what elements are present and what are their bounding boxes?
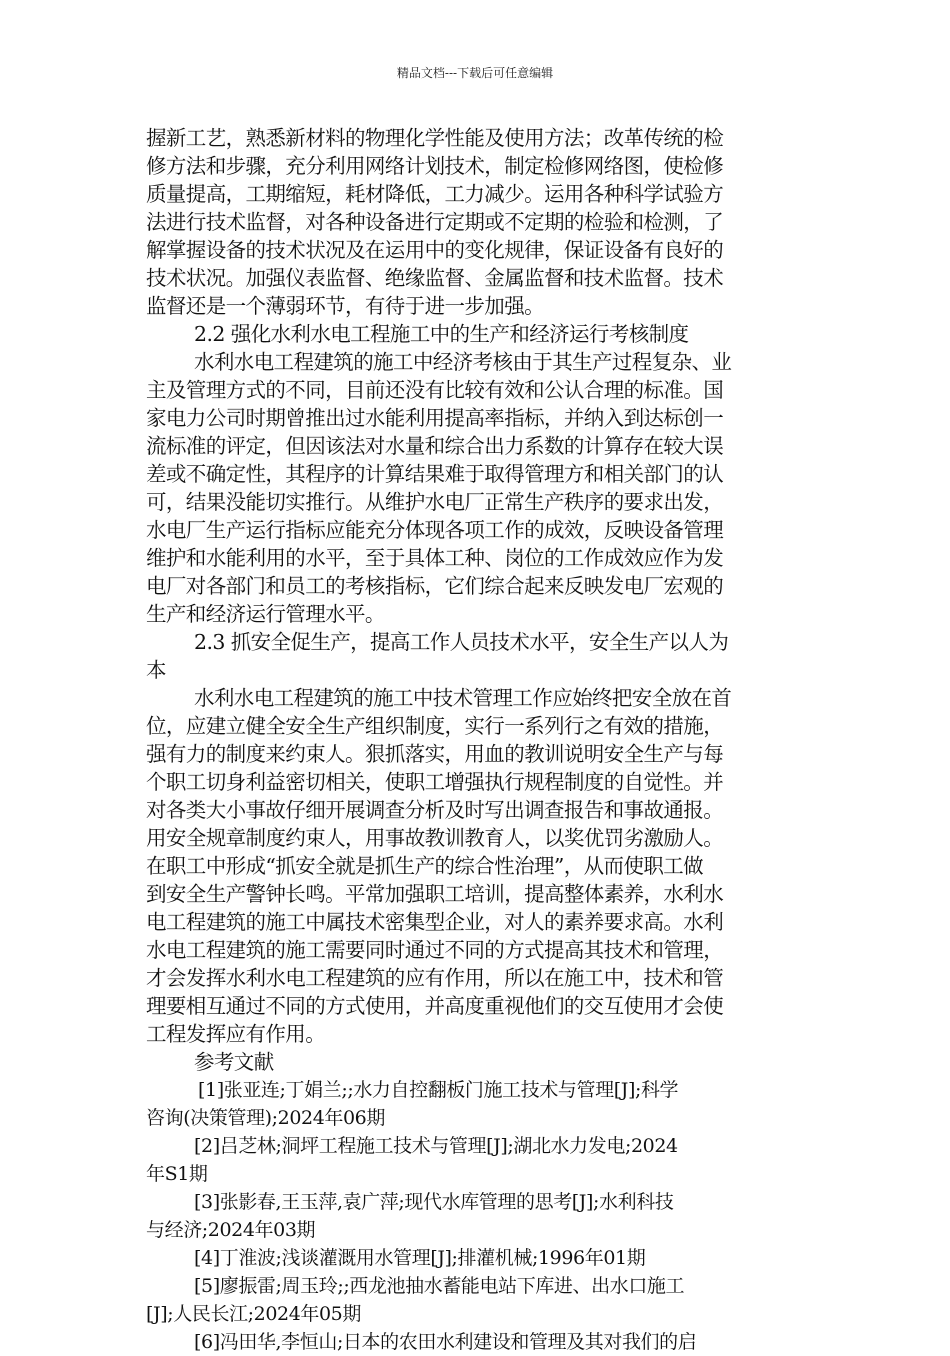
reference-line: [2]吕芝林;洞坪工程施工技术与管理[J];湖北水力发电;2024 xyxy=(194,1135,678,1157)
text-line: 才会发挥水利水电工程建筑的应有作用，所以在施工中，技术和管 xyxy=(146,966,724,990)
text-line: 在职工中形成“抓安全就是抓生产的综合性治理”，从而使职工做 xyxy=(146,854,704,878)
text-line: 监督还是一个薄弱环节，有待于进一步加强。 xyxy=(146,294,544,318)
text-line: 本 xyxy=(146,658,166,682)
text-line: 水利水电工程建筑的施工中技术管理工作应始终把安全放在首 xyxy=(194,686,732,710)
text-line: 家电力公司时期曾推出过水能利用提高率指标，并纳入到达标创一 xyxy=(146,406,724,430)
reference-line: 年S1期 xyxy=(146,1163,208,1185)
text-line: 理要相互通过不同的方式使用，并高度重视他们的交互使用才会使 xyxy=(146,994,724,1018)
text-line: 位，应建立健全安全生产组织制度，实行一系列行之有效的措施， xyxy=(146,714,724,738)
reference-line: [J];人民长江;2024年05期 xyxy=(146,1303,361,1325)
text-line: 生产和经济运行管理水平。 xyxy=(146,602,385,626)
text-line: 修方法和步骤，充分利用网络计划技术，制定检修网络图，使检修 xyxy=(146,154,724,178)
text-line: 流标准的评定，但因该法对水量和综合出力系数的计算存在较大误 xyxy=(146,434,724,458)
text-line: 水电厂生产运行指标应能充分体现各项工作的成效，反映设备管理 xyxy=(146,518,724,542)
text-line: 对各类大小事故仔细开展调查分析及时写出调查报告和事故通报。 xyxy=(146,798,724,822)
text-line: 握新工艺，熟悉新材料的物理化学性能及使用方法；改革传统的检 xyxy=(146,126,724,150)
text-line: 个职工切身利益密切相关，使职工增强执行规程制度的自觉性。并 xyxy=(146,770,724,794)
text-line: 维护和水能利用的水平，至于具体工种、岗位的工作成效应作为发 xyxy=(146,546,724,570)
text-line: 到安全生产警钟长鸣。平常加强职工培训，提高整体素养，水利水 xyxy=(146,882,724,906)
reference-line: [3]张影春,王玉萍,袁广萍;现代水库管理的思考[J];水利科技 xyxy=(194,1191,674,1213)
reference-line: 与经济;2024年03期 xyxy=(146,1219,316,1241)
text-line: 参考文献 xyxy=(194,1050,274,1074)
text-line: 电工程建筑的施工中属技术密集型企业，对人的素养要求高。水利 xyxy=(146,910,724,934)
text-line: 技术状况。加强仪表监督、绝缘监督、金属监督和技术监督。技术 xyxy=(146,266,724,290)
reference-line: [4]丁淮波;浅谈灌溉用水管理[J];排灌机械;1996年01期 xyxy=(194,1247,646,1269)
text-line: 解掌握设备的技术状况及在运用中的变化规律，保证设备有良好的 xyxy=(146,238,724,262)
text-line: 可，结果没能切实推行。从维护水电厂正常生产秩序的要求出发， xyxy=(146,490,724,514)
reference-line: 咨询(决策管理);2024年06期 xyxy=(146,1107,385,1129)
text-line: 差或不确定性，其程序的计算结果难于取得管理方和相关部门的认 xyxy=(146,462,724,486)
text-line: 主及管理方式的不同，目前还没有比较有效和公认合理的标准。国 xyxy=(146,378,724,402)
text-line: 质量提高，工期缩短，耗材降低，工力减少。运用各种科学试验方 xyxy=(146,182,724,206)
text-line: 2.2 强化水利水电工程施工中的生产和经济运行考核制度 xyxy=(194,322,689,346)
text-line: 水电工程建筑的施工需要同时通过不同的方式提高其技术和管理， xyxy=(146,938,724,962)
text-line: 法进行技术监督，对各种设备进行定期或不定期的检验和检测，了 xyxy=(146,210,724,234)
text-line: 工程发挥应有作用。 xyxy=(146,1022,326,1046)
text-line: 强有力的制度来约束人。狠抓落实，用血的教训说明安全生产与每 xyxy=(146,742,724,766)
reference-line: [5]廖振雷;周玉玲;;西龙池抽水蓄能电站下库进、出水口施工 xyxy=(194,1275,685,1297)
reference-line: [1]张亚连;丁娟兰;;水力自控翻板门施工技术与管理[J];科学 xyxy=(198,1079,679,1101)
text-line: 电厂对各部门和员工的考核指标，它们综合起来反映发电厂宏观的 xyxy=(146,574,724,598)
text-line: 水利水电工程建筑的施工中经济考核由于其生产过程复杂、业 xyxy=(194,350,732,374)
text-line: 用安全规章制度约束人，用事故教训教育人，以奖优罚劣激励人。 xyxy=(146,826,724,850)
reference-line: [6]冯田华,李恒山;日本的农田水利建设和管理及其对我们的启 xyxy=(194,1331,697,1353)
document-body xyxy=(146,124,806,1356)
page-header: 精品文档---下载后可任意编辑 xyxy=(396,66,554,80)
text-line: 2.3 抓安全促生产，提高工作人员技术水平，安全生产以人为 xyxy=(194,630,729,654)
